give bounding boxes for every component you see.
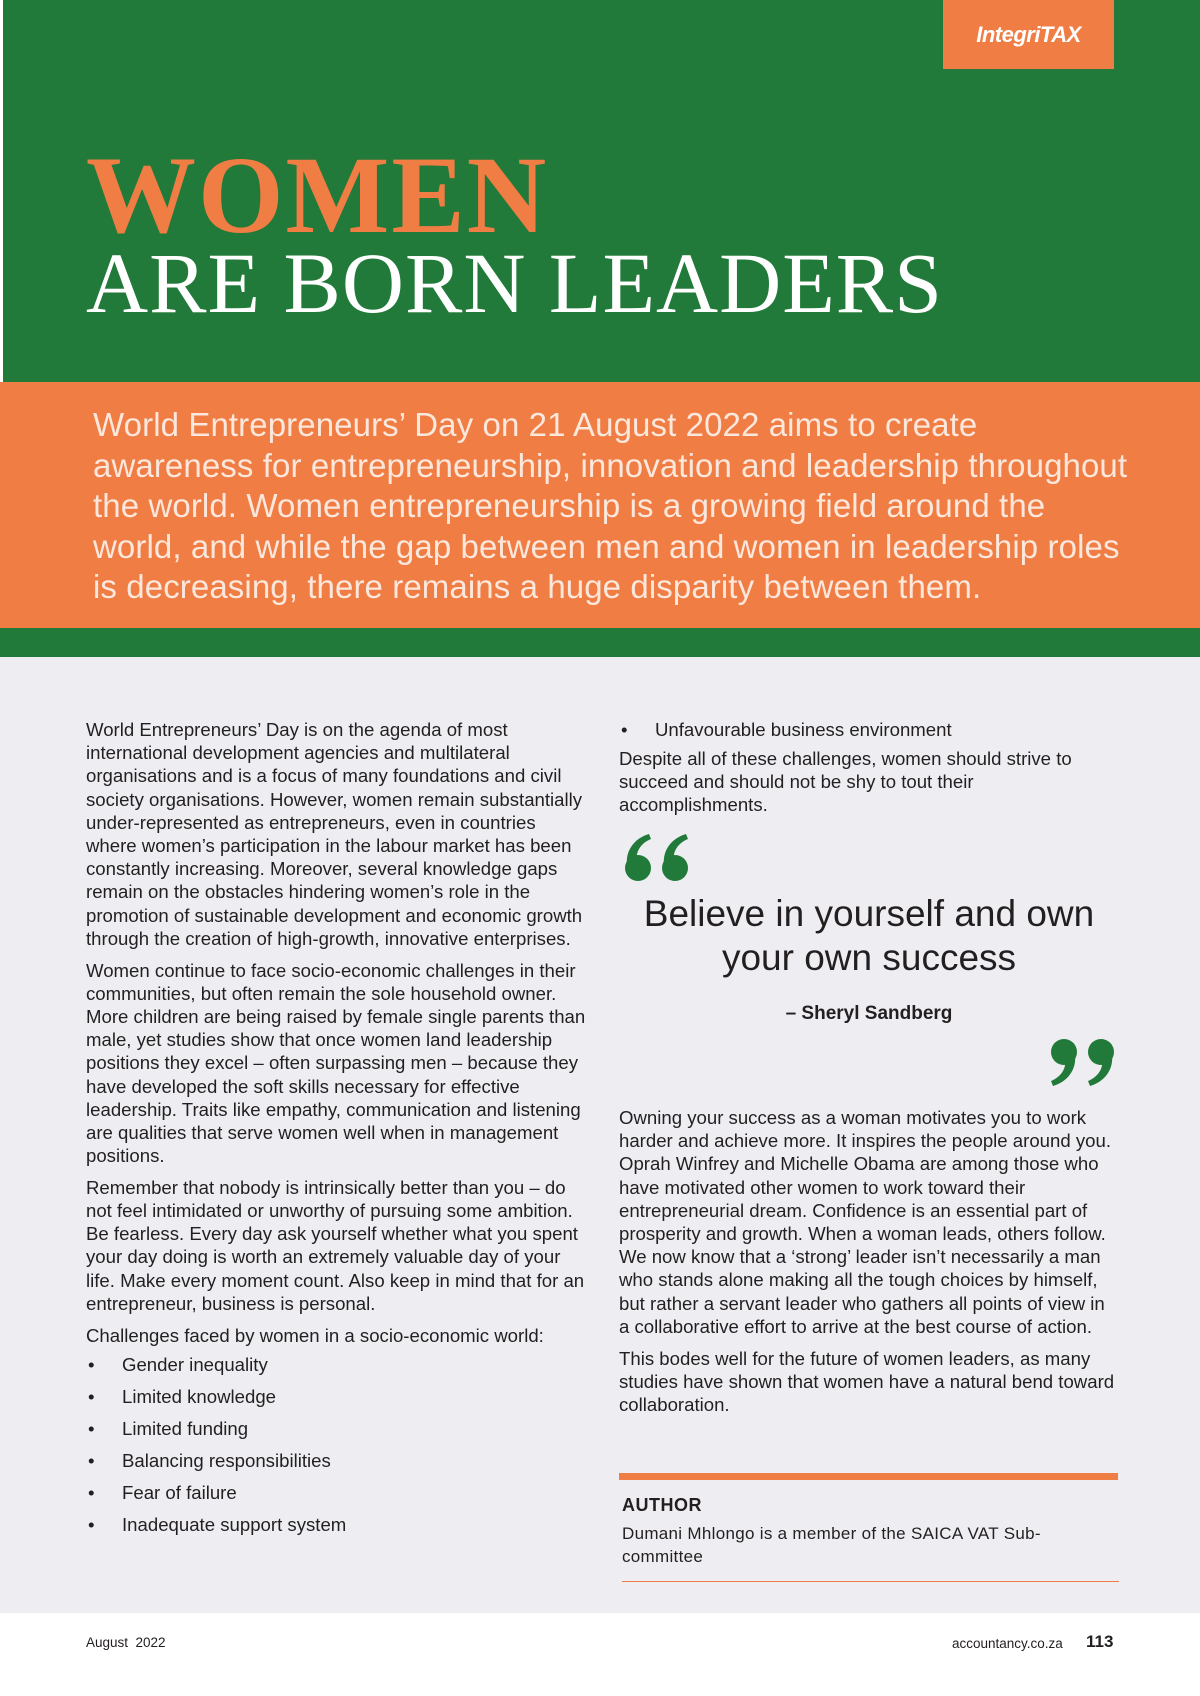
list-item xyxy=(86,1477,586,1509)
headline-line-1: WOMEN xyxy=(86,134,549,256)
challenges-list-continued xyxy=(619,718,1119,747)
list-item-label: Balancing responsibilities xyxy=(122,1449,331,1471)
headline-line-2: ARE BORN LEADERS xyxy=(86,235,943,331)
left-column xyxy=(86,718,586,1541)
brand-tag: IntegriTAX xyxy=(943,0,1114,69)
author-bio: Dumani Mhlongo is a member of the SAICA VAT Sub-committee xyxy=(622,1524,1041,1566)
list-item-label: Limited funding xyxy=(122,1417,249,1439)
bullet-icon: • xyxy=(88,1449,95,1471)
paragraph: Challenges faced by women in a socio-economic world: xyxy=(86,1324,544,1346)
list-item xyxy=(86,1445,586,1477)
footer-date: August 2022 xyxy=(86,1635,166,1650)
list-item xyxy=(86,1413,586,1445)
paragraph: Remember that nobody is intrinsically better than you – do not feel intimidated or unworthy of pursuing some ambition. Be fearless. Every day ask yourself whether what you spent your day doing is worth an extremely valuable day of your life. Make every moment count. Also keep in mind that for an entrepreneur, business is personal. xyxy=(86,1176,585,1314)
list-item-label: Fear of failure xyxy=(122,1481,237,1503)
intro-text: World Entrepreneurs’ Day on 21 August 2022 aims to create awareness for entrepreneurship, innovation and leadership throughout the world. Women entrepreneurship is a growing field around the world, and while the gap between men and women in leadership roles is decreasing, there remains a huge disparity between them. xyxy=(93,406,1128,605)
pull-quote: Believe in yourself and own your own success xyxy=(643,893,1095,978)
divider-strip xyxy=(0,628,1200,657)
author-heading: AUTHOR xyxy=(622,1495,702,1515)
bullet-icon: • xyxy=(88,1481,95,1503)
bullet-icon: • xyxy=(88,1353,95,1375)
paragraph: Women continue to face socio-economic challenges in their communities, but often remain the sole household owner. More children are being raised by female single parents than male, yet studies show that once women land leadership positions they excel – often surpassing men – because they have developed the soft skills necessary for effective leadership. Traits like empathy, communication and listening are qualities that serve women well when in management positions. xyxy=(86,959,586,1167)
page-number: 113 xyxy=(1086,1632,1114,1651)
list-item xyxy=(86,1381,586,1413)
list-item xyxy=(86,1509,586,1541)
footer-site: accountancy.co.za xyxy=(952,1636,1063,1651)
open-quote-icon xyxy=(623,832,693,882)
right-column-continued xyxy=(619,1106,1119,1425)
author-divider xyxy=(619,1473,1118,1480)
right-column xyxy=(619,718,1119,825)
quote-author: – Sheryl Sandberg xyxy=(785,1003,953,1024)
list-item-label: Inadequate support system xyxy=(122,1513,347,1535)
paragraph: This bodes well for the future of women leaders, as many studies have shown that women have a natural bend toward collaboration. xyxy=(619,1347,1115,1415)
close-quote-icon xyxy=(1048,1037,1118,1089)
list-item xyxy=(619,718,1119,747)
paragraph: Owning your success as a woman motivates you to work harder and achieve more. It inspires the people around you. Oprah Winfrey and Michelle Obama are among those who have motivated other women to work toward their entrepreneurial dream. Confidence is an essential part of prosperity and growth. When a woman leads, others follow. We now know that a ‘strong’ leader isn’t necessarily a man who stands alone making all the tough choices by himself, but rather a servant leader who gathers all points of view in a collaborative effort to arrive at the best course of action. xyxy=(619,1107,1112,1337)
paragraph: World Entrepreneurs’ Day is on the agenda of most international development agencies and multilateral organisations and is a focus of many foundations and civil society organisations. However, women remain substantially under-represented as entrepreneurs, even in countries where women’s participation in the labour market has been constantly increasing. Moreover, several knowledge gaps remain on the obstacles hindering women’s role in the promotion of sustainable development and economic growth through the creation of high-growth, innovative enterprises. xyxy=(86,719,583,949)
list-item-label: Unfavourable business environment xyxy=(655,719,952,740)
list-item-label: Limited knowledge xyxy=(122,1385,277,1407)
bullet-icon: • xyxy=(621,719,628,740)
paragraph: Despite all of these challenges, women should strive to succeed and should not be shy to tout their accomplishments. xyxy=(619,748,1072,816)
challenges-list xyxy=(86,1349,586,1541)
list-item xyxy=(86,1349,586,1381)
bullet-icon: • xyxy=(88,1385,95,1407)
bullet-icon: • xyxy=(88,1417,95,1439)
bullet-icon: • xyxy=(88,1513,95,1535)
list-item-label: Gender inequality xyxy=(122,1353,268,1375)
author-bottom-divider xyxy=(622,1581,1119,1582)
